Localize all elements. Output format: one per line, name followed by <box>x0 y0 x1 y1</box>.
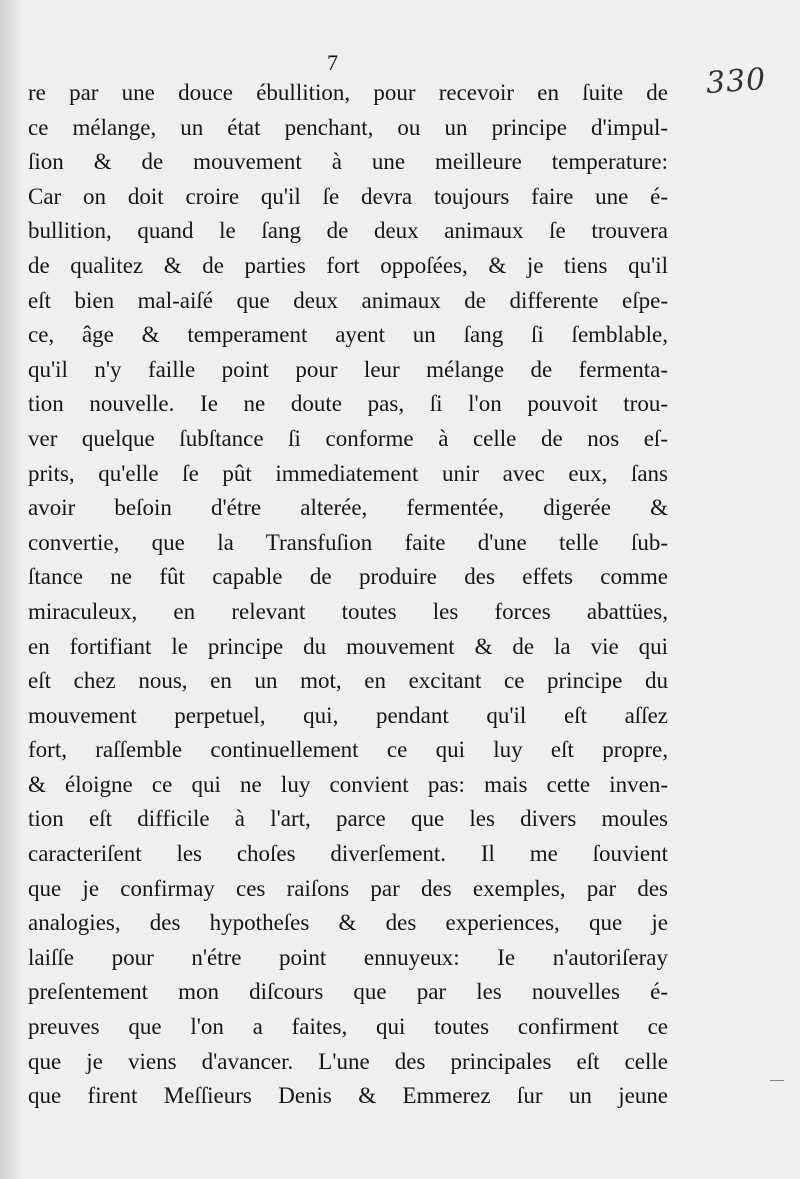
text-line: eſt bien mal-aiſé que deux animaux de differente eſpe- <box>28 287 668 313</box>
body-text <box>28 76 668 1114</box>
binding-shadow <box>0 0 22 1179</box>
text-line: ſion & de mouvement à une meilleure temperature: <box>28 149 668 175</box>
text-line: eſt chez nous, en un mot, en excitant ce principe du <box>28 668 668 694</box>
text-line: analogies, des hypotheſes & des experiences, que je <box>28 910 668 936</box>
text-line: ſtance ne fût capable de produire des effets comme <box>28 564 668 590</box>
text-line: en fortifiant le principe du mouvement & de la vie qui <box>28 633 668 659</box>
text-line: convertie, que la Transfuſion faite d'une telle ſub- <box>28 529 668 555</box>
text-line: que firent Meſſieurs Denis & Emmerez ſur un jeune <box>28 1083 668 1109</box>
text-line: bullition, quand le ſang de deux animaux ſe trouvera <box>28 218 668 244</box>
text-line: caracteriſent les choſes diverſement. Il me ſouvient <box>28 841 668 867</box>
text-line: preuves que l'on a faites, qui toutes confirment ce <box>28 1014 668 1040</box>
handwritten-folio-number: 330 <box>704 61 768 102</box>
text-line: & éloigne ce qui ne luy convient pas: mais cette inven- <box>28 771 668 797</box>
text-line: laiſſe pour n'étre point ennuyeux: Ie n'autoriſeray <box>28 944 668 970</box>
page-number: 7 <box>327 50 338 75</box>
text-line: mouvement perpetuel, qui, pendant qu'il eſt aſſez <box>28 702 668 728</box>
text-line: fort, raſſemble continuellement ce qui luy eſt propre, <box>28 737 668 763</box>
text-line: ce mélange, un état penchant, ou un principe d'impul- <box>28 114 668 140</box>
text-line: miraculeux, en relevant toutes les forces abattües, <box>28 598 668 624</box>
text-line: tion eſt difficile à l'art, parce que les divers moules <box>28 806 668 832</box>
text-line: ce, âge & temperament ayent un ſang ſi ſemblable, <box>28 322 668 348</box>
text-line: avoir beſoin d'étre alterée, fermentée, digerée & <box>28 495 668 521</box>
text-line: Car on doit croire qu'il ſe devra toujours faire une é- <box>28 183 668 209</box>
text-line: tion nouvelle. Ie ne doute pas, ſi l'on pouvoit trou- <box>28 391 668 417</box>
text-line: de qualitez & de parties fort oppoſées, & je tiens qu'il <box>28 252 668 278</box>
text-line: preſentement mon diſcours que par les nouvelles é- <box>28 979 668 1005</box>
text-line: que je viens d'avancer. L'une des principales eſt celle <box>28 1048 668 1074</box>
text-line: que je confirmay ces raiſons par des exemples, par des <box>28 875 668 901</box>
text-line: re par une douce ébullition, pour recevoir en ſuite de <box>28 80 668 105</box>
text-line: ver quelque ſubſtance ſi conforme à celle de nos eſ- <box>28 425 668 451</box>
margin-mark <box>770 1080 784 1081</box>
text-line: prits, qu'elle ſe pût immediatement unir avec eux, ſans <box>28 460 668 486</box>
text-line: qu'il n'y faille point pour leur mélange de fermenta- <box>28 356 668 382</box>
